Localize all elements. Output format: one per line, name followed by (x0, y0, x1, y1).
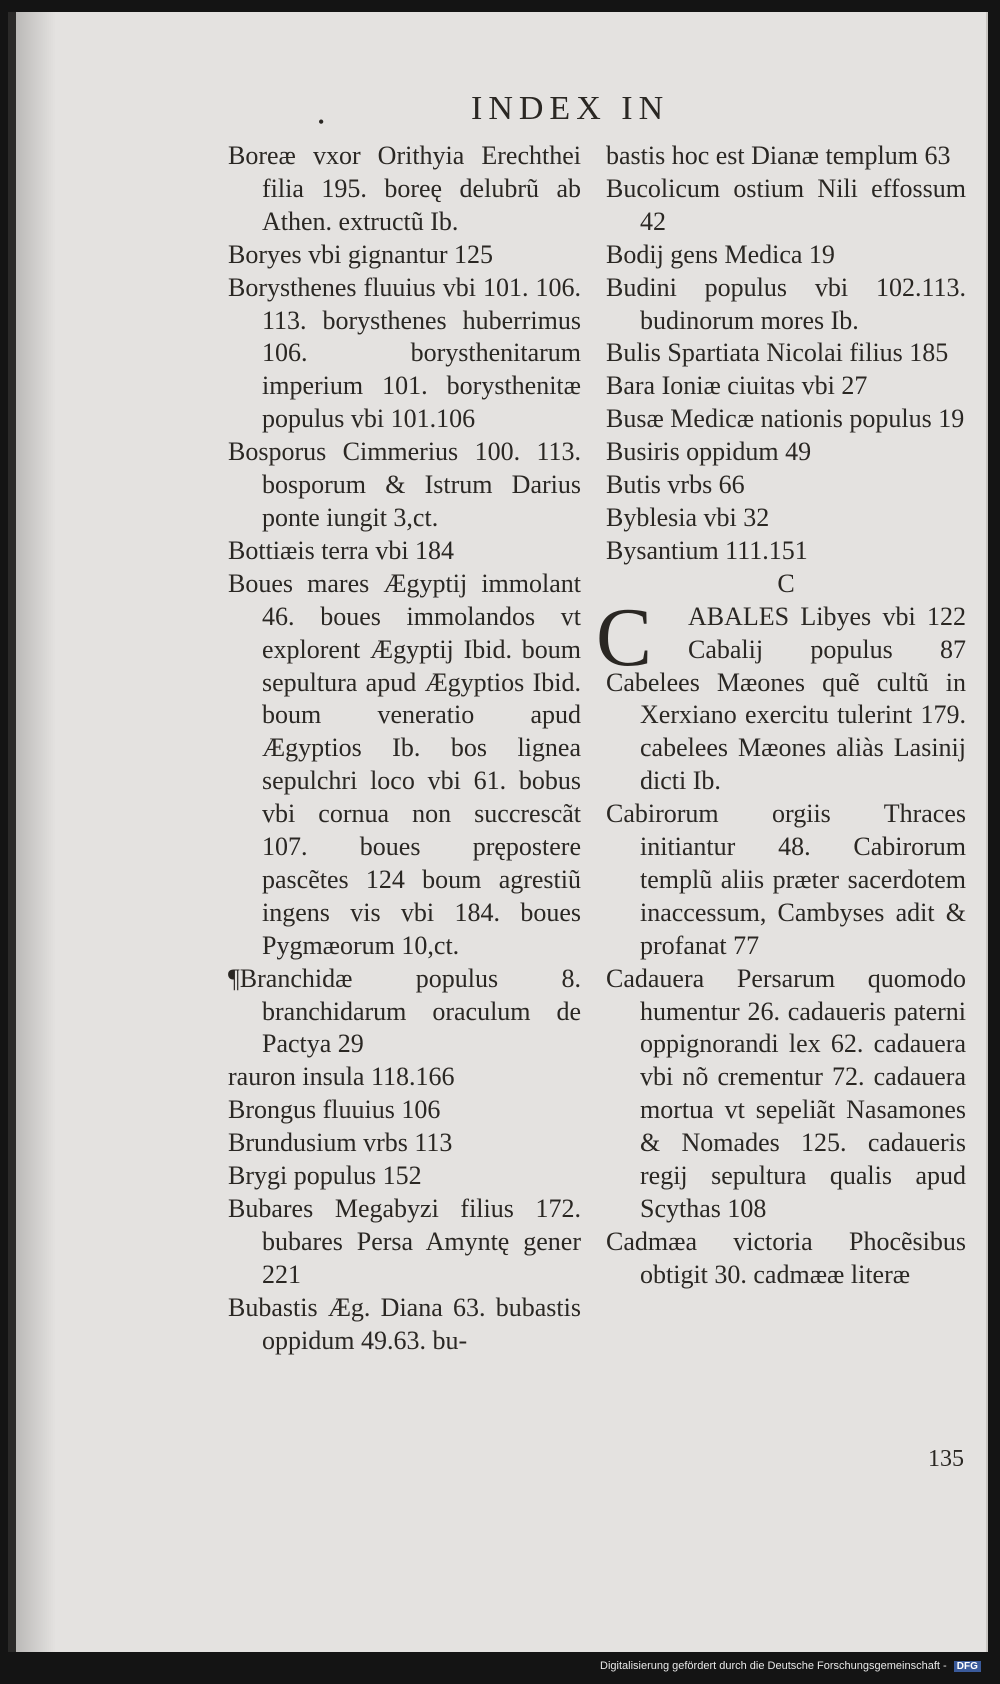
page-number: 135 (928, 1446, 964, 1472)
index-entry: Bosporus Cimmerius 100. 113. bosporum & Istrum Darius ponte iungit 3,ct. (228, 437, 581, 532)
index-entry: Budini populus vbi 102.113. budinorum mores Ib. (606, 272, 966, 335)
drop-cap: C (596, 590, 653, 684)
left-column (228, 140, 581, 1358)
index-entry: Bucolicum ostium Nili effossum 42 (606, 173, 966, 236)
index-entry: bastis hoc est Dianæ templum 63 (606, 141, 951, 170)
index-entry: Bysantium 111.151 (606, 535, 808, 565)
index-entry: Borysthenes fluuius vbi 101. 106. 113. borysthenes huberrimus 106. borysthenitarum imperium 101. borysthenitæ populus vbi 101.106 (228, 272, 581, 434)
index-entry: Busæ Medicæ nationis populus 19 (606, 404, 965, 434)
index-entry: Cadauera Persarum quomodo humentur 26. cadaueris paterni oppignorandi lex 62. cadauera vbi nõ crementur 72. cadauera mortua vt sepeliãt Nasamones & Nomades 125. cadaueris regij sepultura qualis apud Scythas 108 (606, 963, 966, 1223)
dropcap-entry (596, 590, 966, 684)
index-entry: ABALES Libyes vbi 122 (688, 601, 966, 631)
book-page (8, 12, 988, 1652)
footer-text: Digitalisierung gefördert durch die Deutsche Forschungsgemeinschaft - (600, 1660, 947, 1672)
index-entry: Cabelees Mæones quẽ cultũ in Xerxiano exercitu tulerint 179. cabelees Mæones aliàs Lasinij dicti Ib. (606, 667, 966, 796)
index-entry: Byblesia vbi 32 (606, 502, 770, 532)
right-column (596, 140, 966, 1292)
index-entry: rauron insula 118.166 (228, 1062, 455, 1092)
index-entry: Butis vrbs 66 (606, 470, 745, 500)
index-entry: Bubares Megabyzi filius 172. bubares Persa Amyntę gener 221 (228, 1194, 581, 1289)
index-entry: Brundusium vrbs 113 (228, 1128, 453, 1158)
head-mark: • (318, 112, 325, 132)
running-head: INDEX IN (471, 90, 670, 127)
index-entry: Bodij gens Medica 19 (606, 239, 835, 269)
section-letter-heading: C (777, 568, 795, 598)
index-entry: Busiris oppidum 49 (606, 437, 812, 467)
index-entry: Brygi populus 152 (228, 1161, 422, 1191)
index-entry: Bulis Spartiata Nicolai filius 185 (606, 338, 949, 368)
index-entry: ¶Branchidæ populus 8. branchidarum oraculum de Pactya 29 (228, 963, 581, 1059)
index-entry: Brongus fluuius 106 (228, 1095, 441, 1125)
index-entry: Bara Ioniæ ciuitas vbi 27 (606, 371, 868, 401)
index-entry: Boryes vbi gignantur 125 (228, 239, 494, 269)
index-entry: Cadmæa victoria Phocẽsibus obtigit 30. cadmææ literæ (606, 1226, 966, 1289)
digitization-footer (600, 1660, 981, 1672)
index-entry: Boreæ vxor Orithyia Erechthei filia 195. boreę delubrũ ab Athen. extructũ Ib. (228, 141, 581, 236)
index-entry: Bottiæis terra vbi 184 (228, 535, 455, 565)
dfg-logo: DFG (954, 1661, 981, 1672)
index-entry: Cabirorum orgiis Thraces initiantur 48. Cabirorum templũ aliis præter sacerdotem inaccessum, Cambyses adit & profanat 77 (606, 799, 966, 960)
index-entry: Cabalij populus 87 (688, 634, 966, 664)
index-entry: Boues mares Ægyptij immolant 46. boues immolandos vt explorent Ægyptij Ibid. boum sepultura apud Ægyptios Ibid. boum veneratio apud Ægyptios Ib. bos lignea sepulchri loco vbi 61. bobus vbi cornua non succrescãt 107. boues prępostere pascẽtes 124 boum agrestiũ ingens vis vbi 184. boues Pygmæorum 10,ct. (228, 568, 581, 960)
index-entry: Bubastis Æg. Diana 63. bubastis oppidum 49.63. bu- (228, 1292, 581, 1355)
